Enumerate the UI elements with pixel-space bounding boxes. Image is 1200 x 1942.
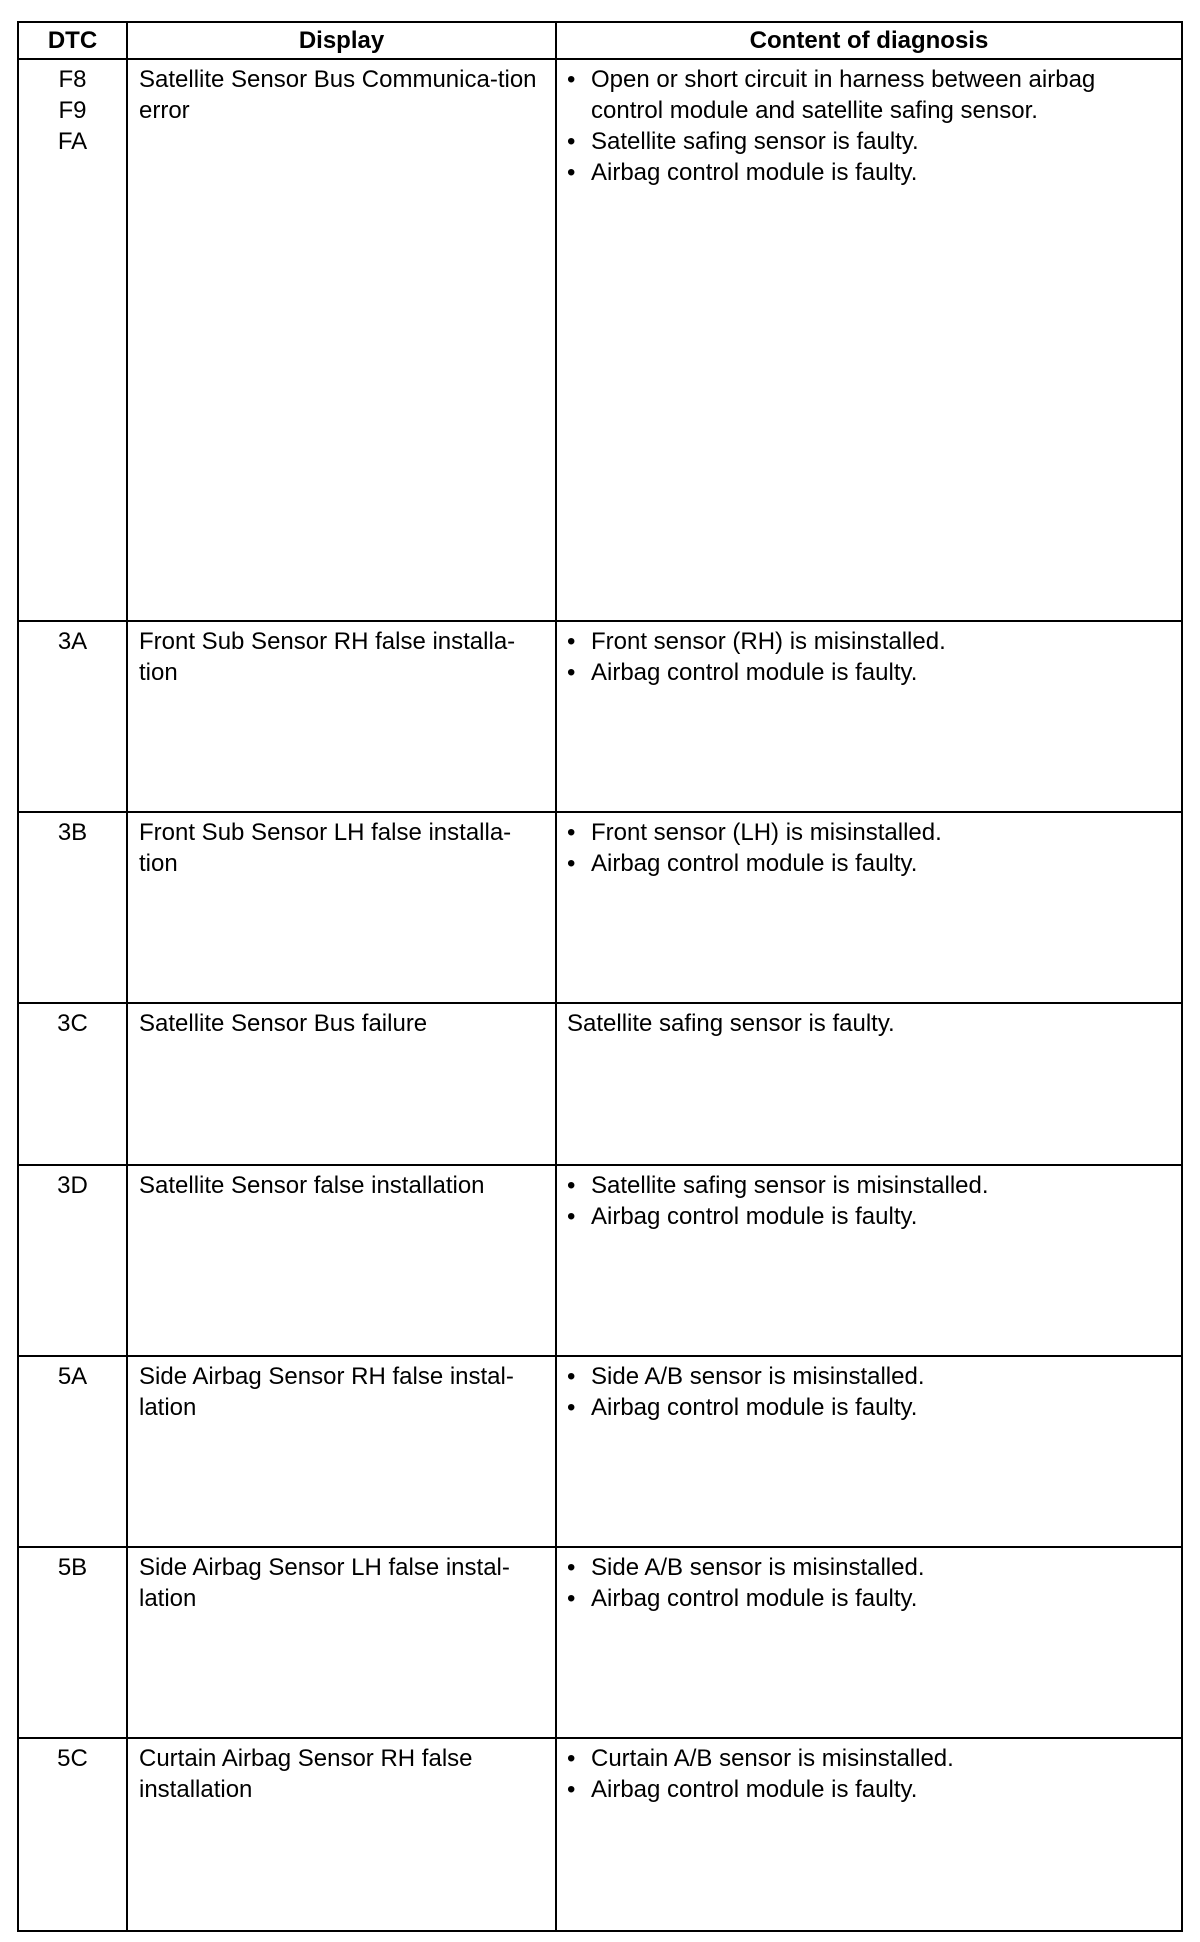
dtc-cell	[18, 1547, 127, 1738]
dtc-code: 5C	[57, 1745, 88, 1772]
display-text: Front Sub Sensor LH false installa-tion	[139, 819, 512, 877]
header-row	[18, 22, 1182, 59]
bullet-icon: •	[567, 1554, 576, 1581]
diagnosis-item	[567, 657, 1171, 688]
diagnosis-text: Airbag control module is faulty.	[591, 1394, 918, 1421]
dtc-code: 5A	[57, 1363, 88, 1390]
bullet-icon: •	[567, 628, 576, 655]
header-content-of-diagnosis: Content of diagnosis	[556, 22, 1182, 59]
bullet-icon: •	[567, 1394, 576, 1421]
dtc-cell	[18, 1165, 127, 1356]
diagnosis-text: Satellite safing sensor is faulty.	[591, 128, 919, 155]
diagnosis-item	[567, 1552, 1171, 1583]
diagnosis-item	[567, 817, 1171, 848]
display-cell	[127, 1738, 556, 1931]
diagnosis-text: Airbag control module is faulty.	[591, 659, 918, 686]
display-cell	[127, 812, 556, 1003]
diagnosis-item	[567, 126, 1171, 157]
dtc-cell	[18, 1738, 127, 1931]
bullet-icon: •	[567, 850, 576, 877]
diagnosis-item	[567, 1361, 1171, 1392]
display-cell	[127, 621, 556, 812]
bullet-icon: •	[567, 819, 576, 846]
dtc-code: 3D	[57, 1172, 88, 1199]
content-of-diagnosis-cell	[556, 621, 1182, 812]
header-display: Display	[127, 22, 556, 59]
table-row	[18, 1165, 1182, 1356]
bullet-icon: •	[567, 128, 576, 155]
display-cell	[127, 59, 556, 621]
content-of-diagnosis-cell	[556, 1547, 1182, 1738]
diagnosis-text: Airbag control module is faulty.	[591, 1776, 918, 1803]
display-text: Curtain Airbag Sensor RH false installation	[139, 1745, 473, 1803]
diagnosis-list	[567, 1361, 1171, 1423]
display-text: Front Sub Sensor RH false installa-tion	[139, 628, 516, 686]
diagnosis-item	[567, 1774, 1171, 1805]
dtc-code: 3B	[57, 819, 88, 846]
diagnosis-item	[567, 1170, 1171, 1201]
dtc-code: F9	[58, 97, 87, 124]
bullet-icon: •	[567, 1745, 576, 1772]
table-row	[18, 621, 1182, 812]
display-cell	[127, 1547, 556, 1738]
table-body	[18, 59, 1182, 1931]
content-of-diagnosis-cell	[556, 1165, 1182, 1356]
header-dtc: DTC	[18, 22, 127, 59]
diagnosis-list	[567, 1552, 1171, 1614]
display-cell	[127, 1356, 556, 1547]
table-row	[18, 59, 1182, 621]
dtc-code: 3A	[57, 628, 88, 655]
dtc-code: F8	[58, 66, 87, 93]
diagnosis-text: Airbag control module is faulty.	[591, 1203, 918, 1230]
bullet-icon: •	[567, 1363, 576, 1390]
table-row	[18, 1738, 1182, 1931]
display-text: Satellite Sensor false installation	[139, 1172, 485, 1199]
diagnosis-list	[567, 626, 1171, 688]
dtc-cell	[18, 1003, 127, 1165]
bullet-icon: •	[567, 1776, 576, 1803]
display-cell	[127, 1165, 556, 1356]
display-text: Side Airbag Sensor LH false instal-lation	[139, 1554, 510, 1612]
diagnosis-text: Side A/B sensor is misinstalled.	[591, 1363, 925, 1390]
diagnosis-text: Curtain A/B sensor is misinstalled.	[591, 1745, 954, 1772]
display-text: Satellite Sensor Bus Communica-tion error	[139, 66, 537, 124]
diagnosis-text: Airbag control module is faulty.	[591, 850, 918, 877]
table-row	[18, 812, 1182, 1003]
dtc-cell	[18, 812, 127, 1003]
diagnosis-item	[567, 1392, 1171, 1423]
diagnosis-item	[567, 1583, 1171, 1614]
display-text: Side Airbag Sensor RH false instal-lation	[139, 1363, 514, 1421]
content-of-diagnosis-cell	[556, 1003, 1182, 1165]
diagnosis-text: Airbag control module is faulty.	[591, 159, 918, 186]
dtc-code: FA	[57, 128, 88, 155]
diagnosis-text: Satellite safing sensor is faulty.	[567, 1010, 895, 1037]
bullet-icon: •	[567, 659, 576, 686]
diagnosis-item	[567, 1201, 1171, 1232]
diagnosis-list	[567, 817, 1171, 879]
display-text: Satellite Sensor Bus failure	[139, 1010, 428, 1037]
diagnosis-text: Open or short circuit in harness between airbag control module and satellite safing sensor.	[591, 66, 1096, 124]
content-of-diagnosis-cell	[556, 1356, 1182, 1547]
diagnosis-text: Front sensor (LH) is misinstalled.	[591, 819, 942, 846]
content-of-diagnosis-cell	[556, 1738, 1182, 1931]
diagnosis-text: Airbag control module is faulty.	[591, 1585, 918, 1612]
bullet-icon: •	[567, 159, 576, 186]
table-row	[18, 1356, 1182, 1547]
diagnosis-item	[567, 157, 1171, 188]
diagnosis-list	[567, 1743, 1171, 1805]
diagnosis-text: Side A/B sensor is misinstalled.	[591, 1554, 925, 1581]
content-of-diagnosis-cell	[556, 59, 1182, 621]
table-row	[18, 1547, 1182, 1738]
diagnosis-list	[567, 1170, 1171, 1232]
diagnosis-item	[567, 626, 1171, 657]
diagnosis-item	[567, 64, 1171, 126]
bullet-icon: •	[567, 1585, 576, 1612]
dtc-diagnosis-table	[17, 21, 1183, 1932]
table-row	[18, 1003, 1182, 1165]
table-header	[18, 22, 1182, 59]
bullet-icon: •	[567, 1203, 576, 1230]
bullet-icon: •	[567, 1172, 576, 1199]
diagnosis-text: Front sensor (RH) is misinstalled.	[591, 628, 946, 655]
dtc-cell	[18, 1356, 127, 1547]
dtc-code: 3C	[57, 1010, 88, 1037]
diagnosis-list	[567, 64, 1171, 188]
dtc-code: 5B	[57, 1554, 88, 1581]
bullet-icon: •	[567, 66, 576, 93]
diagnosis-text: Satellite safing sensor is misinstalled.	[591, 1172, 989, 1199]
content-of-diagnosis-cell	[556, 812, 1182, 1003]
dtc-cell	[18, 621, 127, 812]
dtc-cell	[18, 59, 127, 621]
diagnosis-item	[567, 1743, 1171, 1774]
diagnosis-item	[567, 848, 1171, 879]
display-cell	[127, 1003, 556, 1165]
